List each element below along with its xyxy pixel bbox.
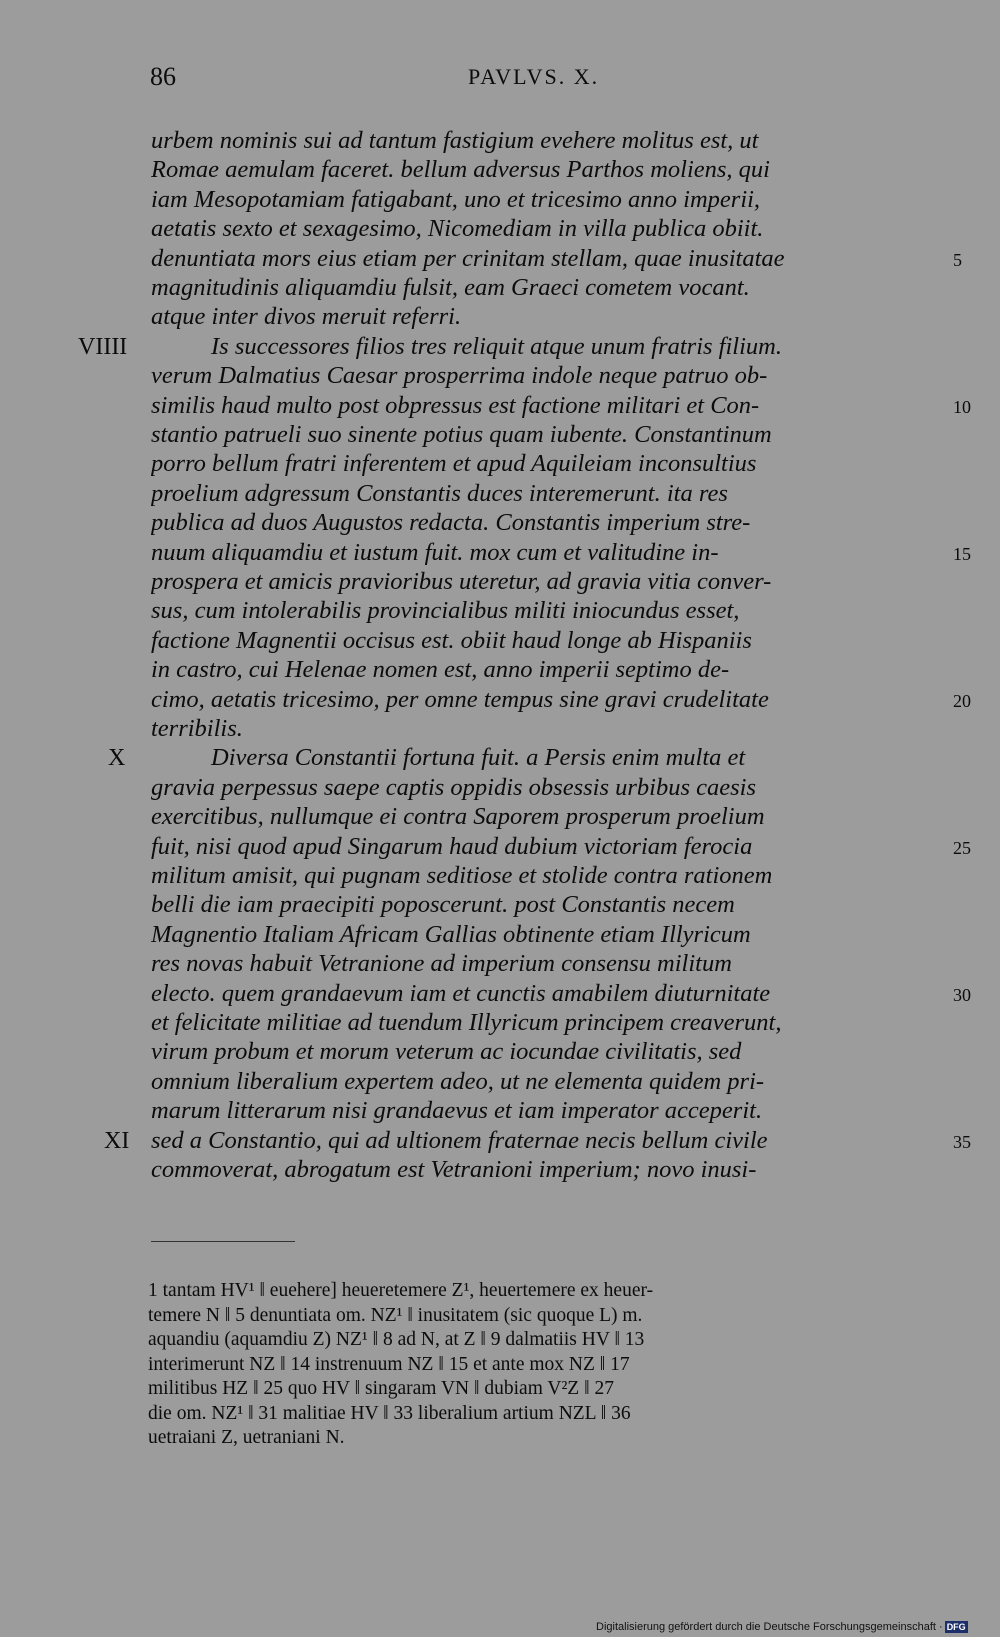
text-line: militum amisit, qui pugnam seditiose et stolide contra rationem — [151, 862, 773, 889]
text-line: belli die iam praecipiti poposcerunt. post Constantis necem — [151, 891, 735, 919]
text-line: omnium liberalium expertem adeo, ut ne elementa quidem pri- — [151, 1067, 765, 1095]
text-line: porro bellum fratri inferentem et apud Aquileiam inconsultius — [151, 450, 757, 478]
text-line: electo. quem grandaevum iam et cunctis amabilem diuturnitate — [151, 979, 771, 1007]
line-number-5: 5 — [953, 250, 962, 270]
text-line: publica ad duos Augustos redacta. Constantis imperium stre- — [151, 509, 751, 537]
text-line: denuntiata mors eius etiam per crinitam stellam, quae inusitatae — [151, 244, 785, 272]
apparatus-line: die om. NZ¹ ‖ 31 malitiae HV ‖ 33 liberalium artium NZL ‖ 36 — [148, 1402, 631, 1424]
chapter-marker-viiii: VIIII — [78, 334, 128, 360]
line-number-20: 20 — [953, 691, 971, 711]
apparatus-line: aquandiu (aquamdiu Z) NZ¹ ‖ 8 ad N, at Z ‖ 9 dalmatiis HV ‖ 13 — [148, 1329, 645, 1350]
text-line: commoverat, abrogatum est Vetranioni imperium; novo inusi- — [151, 1156, 757, 1183]
text-line: urbem nominis sui ad tantum fastigium evehere molitus est, ut — [151, 127, 759, 154]
line-number-10: 10 — [953, 397, 971, 417]
text-line: marum litterarum nisi grandaevus et iam imperator acceperit. — [151, 1097, 763, 1125]
text-line: stantio patrueli suo sinente potius quam iubente. Constantinum — [151, 421, 772, 448]
text-line: prospera et amicis pravioribus uteretur, ad gravia vitia conver- — [151, 568, 772, 595]
apparatus-line: uetraiani Z, uetraniani N. — [148, 1427, 345, 1448]
text-line: Is successores filios tres reliquit atque unum fratris filium. — [211, 332, 782, 360]
line-number-15: 15 — [953, 544, 971, 564]
footnote-rule — [151, 1241, 295, 1242]
text-line: nuum aliquamdiu et iustum fuit. mox cum et valitudine in- — [151, 538, 719, 566]
chapter-marker-x: X — [108, 745, 126, 771]
text-line: fuit, nisi quod apud Singarum haud dubium victoriam ferocia — [151, 832, 753, 860]
dfg-logo: DFG — [946, 1622, 966, 1632]
text-line: iam Mesopotamiam fatigabant, uno et tricesimo anno imperii, — [151, 185, 761, 213]
text-line: similis haud multo post obpressus est factione militari et Con- — [151, 391, 760, 419]
page-number: 86 — [150, 62, 176, 91]
footer-text: Digitalisierung gefördert durch die Deutsche Forschungsgemeinschaft · — [596, 1621, 943, 1633]
digitization-credit — [596, 1620, 994, 1634]
text-line: gravia perpessus saepe captis oppidis obsessis urbibus caesis — [151, 773, 756, 801]
text-line: Romae aemulam faceret. bellum adversus Parthos moliens, qui — [151, 156, 770, 184]
text-line: Diversa Constantii fortuna fuit. a Persis enim multa et — [211, 744, 746, 772]
text-line: proelium adgressum Constantis duces interemerunt. ita res — [151, 479, 728, 507]
line-number-35: 35 — [953, 1132, 971, 1152]
text-line: cimo, aetatis tricesimo, per omne tempus sine gravi crudelitate — [151, 685, 769, 713]
text-line: exercitibus, nullumque ei contra Saporem prosperum proelium — [151, 803, 765, 831]
text-line: magnitudinis aliquamdiu fulsit, eam Graeci cometem vocant. — [151, 274, 750, 301]
apparatus-line: militibus HZ ‖ 25 quo HV ‖ singaram VN ‖ dubiam V²Z ‖ 27 — [148, 1378, 614, 1399]
text-line: res novas habuit Vetranione ad imperium consensu militum — [151, 950, 732, 978]
text-line: factione Magnentii occisus est. obiit haud longe ab Hispaniis — [151, 626, 752, 654]
chapter-marker-xi: XI — [104, 1128, 130, 1154]
text-line: aetatis sexto et sexagesimo, Nicomediam in villa publica obiit. — [151, 215, 764, 243]
line-number-30: 30 — [953, 985, 971, 1005]
text-line: et felicitate militiae ad tuendum Illyricum principem creaverunt, — [151, 1009, 782, 1036]
text-line: Magnentio Italiam Africam Gallias obtinente etiam Illyricum — [151, 920, 751, 948]
text-line: sed a Constantio, qui ad ultionem fraternae necis bellum civile — [151, 1126, 768, 1154]
running-title: PAVLVS. X. — [468, 64, 600, 89]
apparatus-line: interimerunt NZ ‖ 14 instrenuum NZ ‖ 15 et ante mox NZ ‖ 17 — [148, 1353, 630, 1375]
text-line: verum Dalmatius Caesar prosperrima indole neque patruo ob- — [151, 362, 768, 390]
page-header — [150, 62, 920, 96]
text-line: sus, cum intolerabilis provincialibus militi iniocundus esset, — [151, 597, 740, 625]
text-line: terribilis. — [151, 715, 243, 742]
text-line: atque inter divos meruit referri. — [151, 303, 462, 331]
apparatus-line: 1 tantam HV¹ ‖ euehere] heueretemere Z¹, heuertemere ex heuer- — [148, 1280, 654, 1301]
line-number-25: 25 — [953, 838, 971, 858]
text-line: virum probum et morum veterum ac iocundae civilitatis, sed — [151, 1038, 742, 1066]
apparatus-line: temere N ‖ 5 denuntiata om. NZ¹ ‖ inusitatem (sic quoque L) m. — [148, 1304, 643, 1326]
text-line: in castro, cui Helenae nomen est, anno imperii septimo de- — [151, 656, 730, 684]
